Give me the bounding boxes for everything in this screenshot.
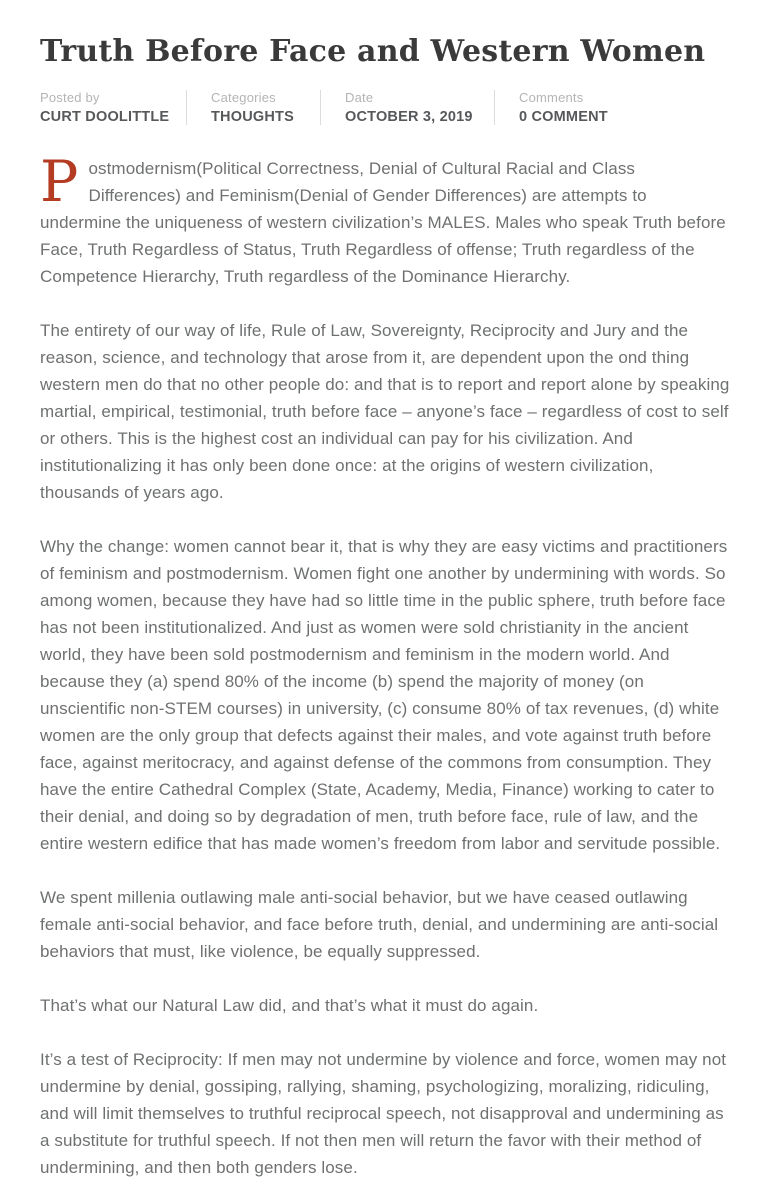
article-paragraph-1: [40, 148, 730, 290]
meta-label-comments: Comments: [519, 89, 584, 105]
page-title: Truth Before Face and Western Women: [40, 34, 706, 69]
category-link[interactable]: THOUGHTS: [211, 108, 294, 125]
meta-label-categories: Categories: [211, 89, 276, 105]
article-paragraph-6: It’s a test of Reciprocity: If men may not undermine by violence and force, women may not undermine by denial, gossiping, rallying, shaming, psychologizing, moralizing, ridiculing, and will limit themselves to truthful reciprocal speech, not disapproval and undermining as a substitute for truthful speech. If not then men will return the favor with their method of undermining, and then both genders lose.: [40, 1049, 727, 1177]
meta-label-posted-by: Posted by: [40, 89, 100, 105]
meta-posted-by: [40, 90, 186, 125]
comments-link[interactable]: 0 COMMENT: [519, 108, 608, 125]
article-paragraph-2: The entirety of our way of life, Rule of Law, Sovereignty, Reciprocity and Jury and the reason, science, and technology that arose from it, are dependent upon the ond thing western men do that no other people do: and that is to report and report alone by speaking martial, empirical, testimonial, truth before face – anyone’s face – regardless of cost to self or others. This is the highest cost an individual can pay for his civilization. And institutionalizing it has only been done once: at the origins of western civilization, thousands of years ago.: [40, 320, 730, 502]
post-date: OCTOBER 3, 2019: [345, 108, 473, 125]
article-body: [40, 148, 730, 1181]
paragraph-1-text: ostmodernism(Political Correctness, Denial of Cultural Racial and Class Differences) and Feminism(Denial of Gender Differences) are attempts to undermine the uniqueness of western civilization’s MALES. Males who speak Truth before Face, Truth Regardless of Status, Truth Regardless of offense; Truth regardless of the Competence Hierarchy, Truth regardless of the Dominance Hierarchy.: [40, 158, 726, 286]
meta-label-date: Date: [345, 89, 374, 105]
meta-categories: [186, 90, 320, 125]
meta-date: [320, 90, 494, 125]
article-paragraph-5: That’s what our Natural Law did, and that’s what it must do again.: [40, 995, 539, 1015]
post-meta-bar: [40, 90, 730, 125]
author-link[interactable]: CURT DOOLITTLE: [40, 108, 170, 125]
article-paragraph-4: We spent millenia outlawing male anti-social behavior, but we have ceased outlawing female anti-social behavior, and face before truth, denial, and undermining are anti-social behaviors that must, like violence, be equally suppressed.: [40, 887, 719, 961]
article-paragraph-3: Why the change: women cannot bear it, that is why they are easy victims and practitioners of feminism and postmodernism. Women fight one another by undermining with words. So among women, because they have had so little time in the public sphere, truth before face has not been institutionalized. And just as women were sold christianity in the ancient world, they have been sold postmodernism and feminism in the modern world. And because they (a) spend 80% of the income (b) spend the majority of money (on unscientific non-STEM courses) in university, (c) consume 80% of tax revenues, (d) white women are the only group that defects against their males, and vote against truth before face, against meritocracy, and against defense of the commons from consumption. They have the entire Cathedral Complex (State, Academy, Media, Finance) working to cater to their denial, and doing so by degradation of men, truth before face, rule of law, and the entire western edifice that has made women’s freedom from labor and servitude possible.: [40, 536, 728, 853]
drop-cap: P: [40, 148, 79, 215]
meta-comments: [494, 90, 730, 125]
